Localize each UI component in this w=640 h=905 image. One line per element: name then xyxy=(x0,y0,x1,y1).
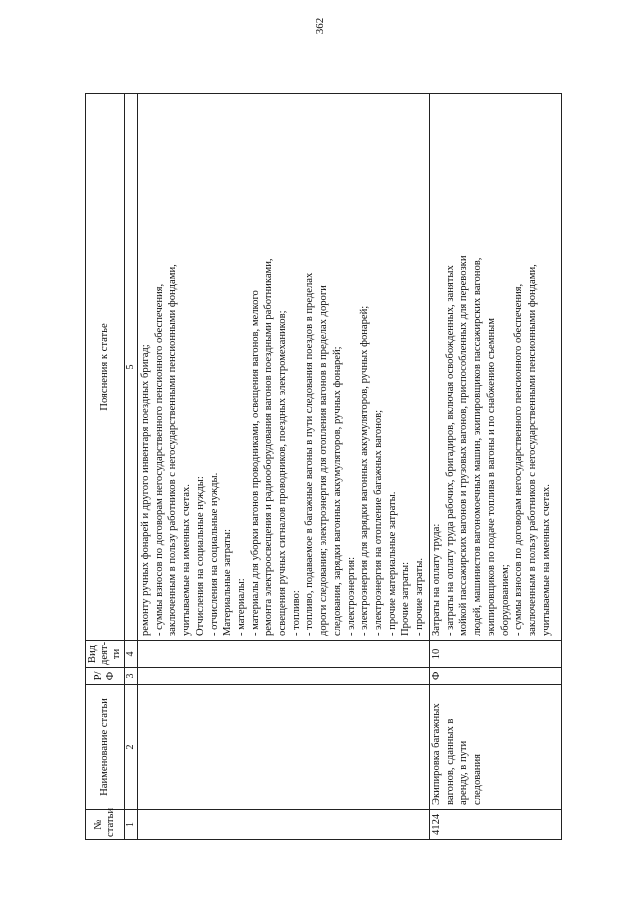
article-explanation xyxy=(138,94,430,641)
explanation-line: - топливо: xyxy=(290,590,302,636)
article-rf xyxy=(138,668,430,685)
explanation-line: ремонту ручных фонарей и другого инвентаря поездных бригад; xyxy=(140,344,151,636)
article-name xyxy=(138,685,430,810)
column-number: 2 xyxy=(125,685,138,810)
explanation-line: - отчисления на социальные нужды. xyxy=(208,472,220,636)
explanation-line: учитываемые на именных счетах. xyxy=(181,484,193,636)
article-activity: 10 xyxy=(430,641,562,668)
header-activity-type: Вид деят-ти xyxy=(86,641,125,668)
article-number xyxy=(138,810,430,840)
column-number: 5 xyxy=(125,94,138,641)
rotated-page-content xyxy=(85,93,562,840)
explanation-line: Отчисления на социальные нужды: xyxy=(194,476,206,636)
article-name: Экипировка багажных вагонов, сданных в аренду, в пути следования xyxy=(430,685,562,810)
explanation-line: следования, зарядки вагонных аккумуляторов, ручных фонарей; xyxy=(331,346,343,636)
explanation-line: - прочие материальные затраты. xyxy=(386,491,398,636)
explanation-line: заключенным в пользу работников с негосударственными пенсионными фондами, xyxy=(526,264,538,636)
header-rf: Р/ Ф xyxy=(86,668,125,685)
explanation-line: - материалы: xyxy=(235,578,247,636)
explanation-line: заключенным в пользу работников с негосударственными пенсионными фондами, xyxy=(167,264,179,636)
explanation-line: Материальные затраты: xyxy=(222,529,234,636)
explanation-line: мойкой пассажирских вагонов и грузовых вагонов, приспособленных для перевозки xyxy=(458,255,470,636)
explanation-line: Прочие затраты: xyxy=(400,561,412,636)
article-explanation xyxy=(430,94,562,641)
article-number: 4124 xyxy=(430,810,562,840)
column-number: 4 xyxy=(125,641,138,668)
table-row xyxy=(138,94,430,840)
article-activity xyxy=(138,641,430,668)
explanation-line: ремонта электроосвещения и радиооборудования вагонов поездными работниками, xyxy=(263,258,275,636)
explanation-line: - электроэнергия на отопление багажных вагонов; xyxy=(372,409,384,636)
articles-table xyxy=(85,93,562,840)
explanation-line: - суммы взносов по договорам негосударственного пенсионного обеспечения, xyxy=(153,283,165,636)
explanation-line: - электроэнергия: xyxy=(345,556,357,636)
header-article-explanation: Пояснения к статье xyxy=(86,94,125,641)
explanation-line: освещения ручных сигналов проводников, поездных электромехаников; xyxy=(277,310,289,636)
article-rf: Ф xyxy=(430,668,562,685)
explanation-line: - прочие затраты. xyxy=(414,557,426,636)
explanation-line: оборудованием; xyxy=(499,564,511,636)
header-article-name: Наименование статьи xyxy=(86,685,125,810)
explanation-line: - материалы для уборки вагонов проводниками, освещения вагонов, мелкого xyxy=(249,290,261,636)
explanation-line: - электроэнергия для зарядки вагонных аккумуляторов, ручных фонарей; xyxy=(359,305,371,636)
explanation-line: - суммы взносов по договорам негосударственного пенсионного обеспечения, xyxy=(513,283,525,636)
header-row xyxy=(86,94,125,840)
explanation-line: Затраты на оплату труда: xyxy=(431,523,442,636)
explanation-line: экипировщиков по подаче топлива в вагоны и по снабжению съемным xyxy=(485,318,497,636)
explanation-line: учитываемые на именных счетах. xyxy=(540,484,552,636)
table-row xyxy=(430,94,562,840)
column-number-row xyxy=(125,94,138,840)
column-number: 3 xyxy=(125,668,138,685)
page-number: 362 xyxy=(314,17,326,35)
explanation-line: - затраты на оплату труда рабочих, бригадиров, включая освобожденных, занятых xyxy=(444,265,456,636)
explanation-line: - топливо, подаваемое в багажные вагоны в пути следования поездов в пределах xyxy=(304,272,316,636)
explanation-line: людей, машинистов вагономоечных машин, экипировщиков пассажирских вагонов, xyxy=(472,257,484,636)
header-article-number: № статьи xyxy=(86,810,125,840)
column-number: 1 xyxy=(125,810,138,840)
explanation-line: дороги следования; электроэнергия для отопления вагонов в пределах дороги xyxy=(318,285,330,636)
